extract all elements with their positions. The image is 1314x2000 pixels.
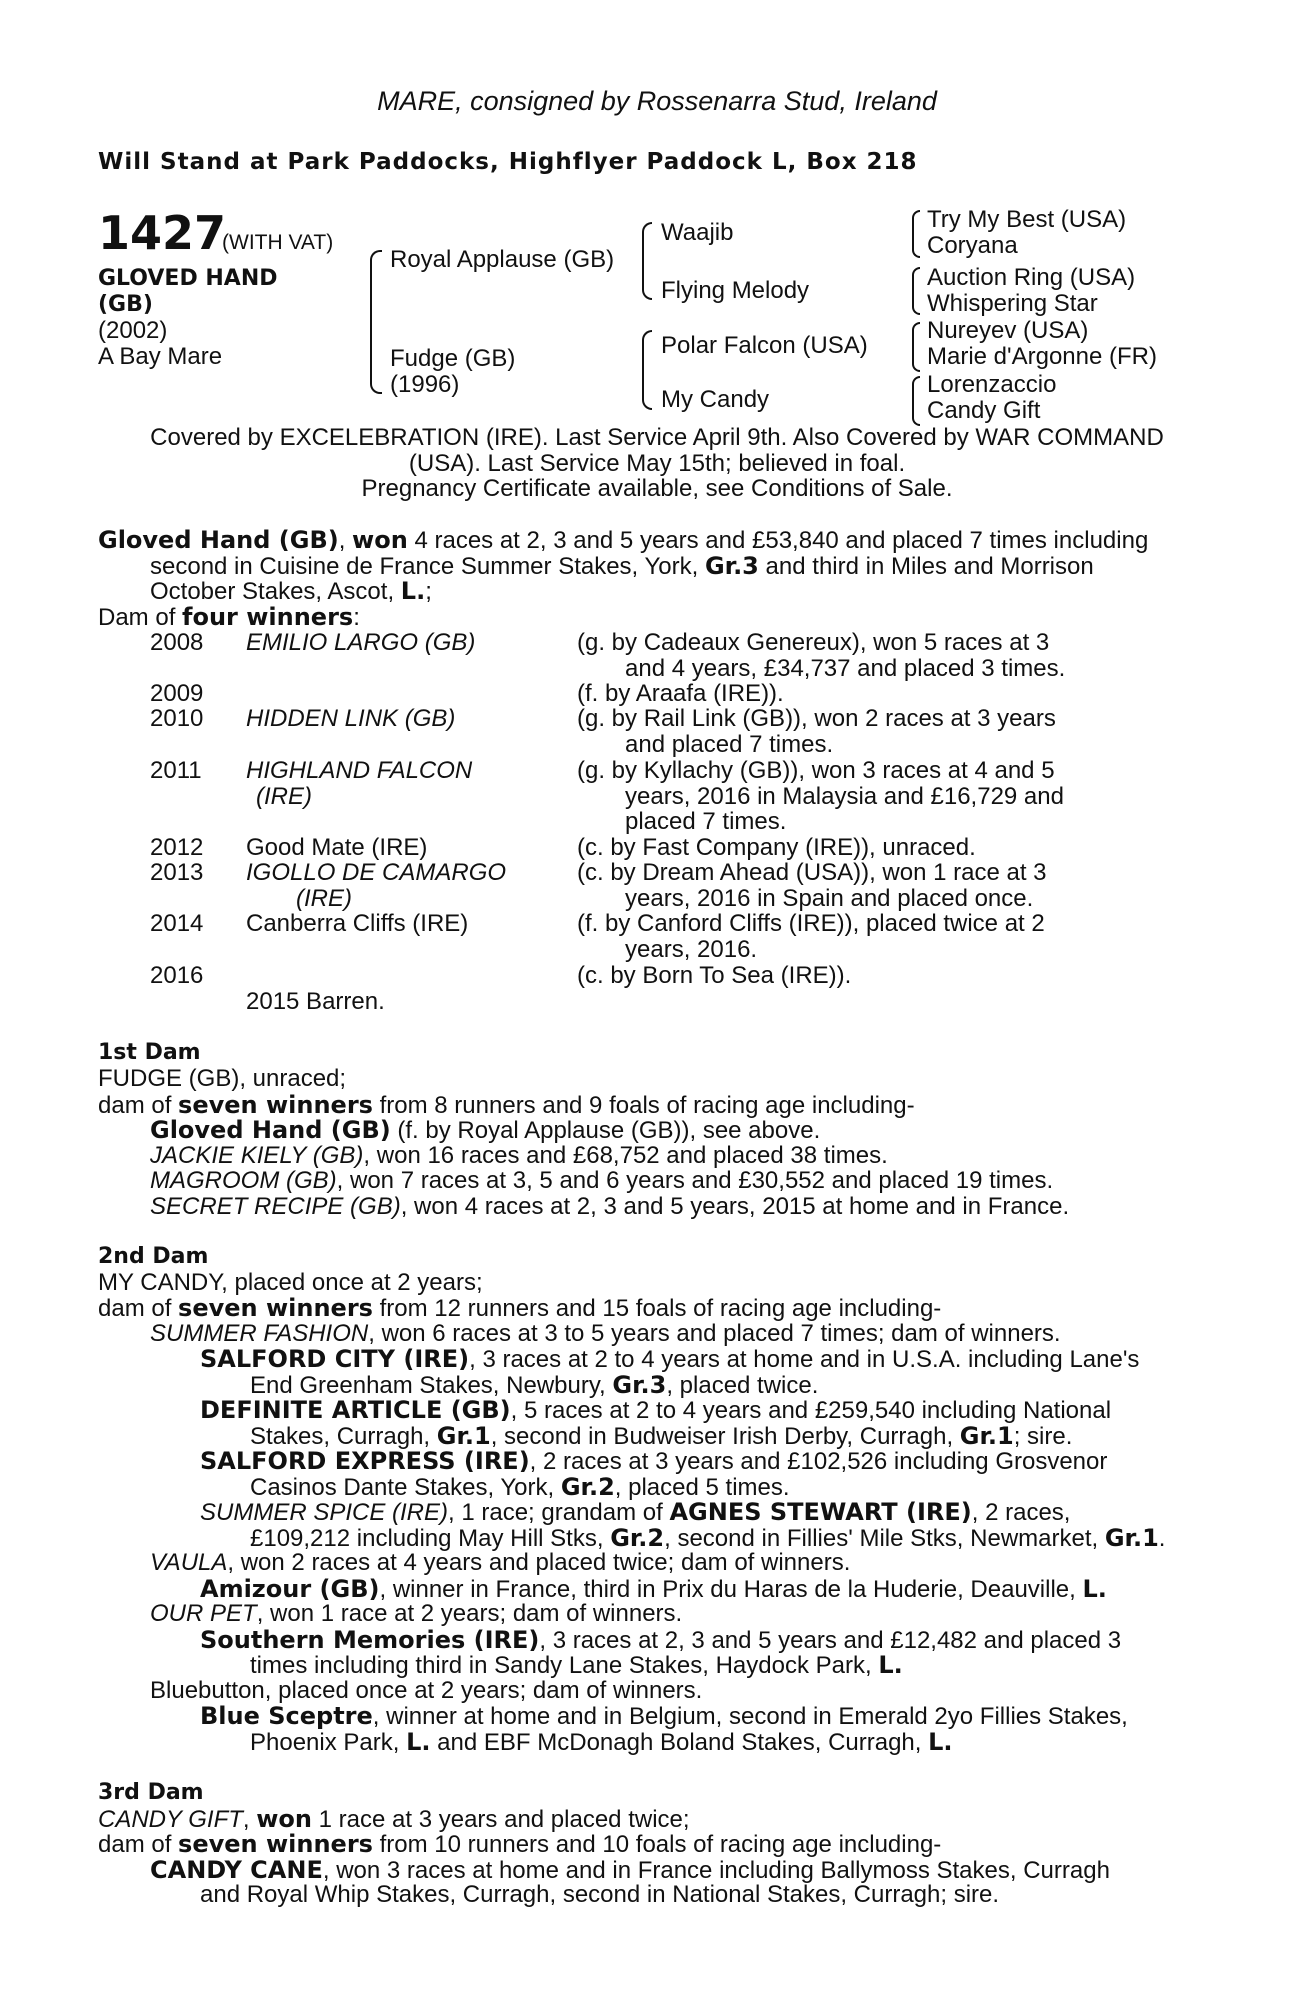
- produce-details: placed 7 times.: [625, 808, 787, 835]
- second-dam-entry: Casinos Dante Stakes, York, Gr.2, placed 5 times.: [250, 1473, 790, 1501]
- produce-name: EMILIO LARGO (GB): [246, 629, 476, 656]
- pedigree-brace-1: [370, 250, 382, 394]
- pedigree-brace-5: [912, 267, 920, 315]
- second-dam-line: dam of seven winners from 12 runners and 15 foals of racing age including-: [98, 1294, 942, 1322]
- first-dam-line: FUDGE (GB), unraced;: [98, 1065, 347, 1092]
- produce-details: (f. by Araafa (IRE)).: [577, 680, 784, 707]
- produce-name: HIGHLAND FALCON: [246, 757, 473, 784]
- second-dam-entry: SUMMER SPICE (IRE), 1 race; grandam of AGNES STEWART (IRE), 2 races,: [200, 1498, 1071, 1526]
- produce-year: 2008: [150, 629, 204, 656]
- produce-details: (g. by Cadeaux Genereux), won 5 races at 3: [577, 629, 1050, 656]
- produce-year: 2010: [150, 705, 204, 732]
- second-dam-entry: Amizour (GB), winner in France, third in Prix du Haras de la Huderie, Deauville, L.: [200, 1575, 1107, 1603]
- produce-name: (IRE): [296, 885, 352, 912]
- covered-line-3: Pregnancy Certificate available, see Conditions of Sale.: [361, 475, 953, 502]
- lot-number: 1427: [98, 206, 227, 260]
- pedigree-brace-7: [912, 376, 920, 426]
- second-dam-entry: SALFORD CITY (IRE), 3 races at 2 to 4 years at home and in U.S.A. including Lane's: [200, 1345, 1140, 1373]
- covered-line-2: (USA). Last Service May 15th; believed in foal.: [408, 450, 906, 477]
- pedigree-g8: Candy Gift: [927, 397, 1041, 424]
- third-dam-line: CANDY GIFT, won 1 race at 3 years and placed twice;: [98, 1805, 690, 1833]
- vat-note: (WITH VAT): [222, 231, 334, 254]
- third-dam-entry: CANDY CANE, won 3 races at home and in France including Ballymoss Stakes, Curragh: [150, 1856, 1110, 1884]
- second-dam-entry: VAULA, won 2 races at 4 years and placed twice; dam of winners.: [150, 1549, 851, 1576]
- second-dam-entry: times including third in Sandy Lane Stakes, Haydock Park, L.: [250, 1651, 903, 1679]
- dam-of-line: Dam of four winners:: [98, 603, 360, 631]
- covered-line-1: Covered by EXCELEBRATION (IRE). Last Service April 9th. Also Covered by WAR COMMAND: [150, 424, 1164, 451]
- summary-line-2: second in Cuisine de France Summer Stakes, York, Gr.3 and third in Miles and Morrison: [150, 552, 1094, 580]
- produce-year: 2011: [150, 757, 202, 784]
- pedigree-g2: Coryana: [927, 232, 1018, 259]
- horse-year: (2002): [98, 317, 168, 344]
- pedigree-sire-sire: Waajib: [661, 219, 734, 246]
- second-dam-entry: Stakes, Curragh, Gr.1, second in Budweiser Irish Derby, Curragh, Gr.1; sire.: [250, 1422, 1073, 1450]
- pedigree-brace-6: [912, 322, 920, 372]
- produce-name: HIDDEN LINK (GB): [246, 705, 456, 732]
- pedigree-g5: Nureyev (USA): [927, 317, 1089, 344]
- produce-details: (c. by Fast Company (IRE)), unraced.: [577, 834, 976, 861]
- third-dam-heading: 3rd Dam: [98, 1780, 204, 1805]
- produce-year: 2009: [150, 680, 204, 707]
- third-dam-entry: and Royal Whip Stakes, Curragh, second in National Stakes, Curragh; sire.: [200, 1881, 1000, 1908]
- produce-details: years, 2016 in Malaysia and £16,729 and: [625, 783, 1064, 810]
- pedigree-g4: Whispering Star: [927, 290, 1098, 317]
- second-dam-entry: Bluebutton, placed once at 2 years; dam of winners.: [150, 1677, 703, 1704]
- page-title: MARE, consigned by Rossenarra Stud, Ireland: [377, 86, 937, 116]
- pedigree-brace-4: [912, 210, 920, 258]
- pedigree-brace-2: [642, 222, 652, 300]
- pedigree-dam: Fudge (GB): [390, 345, 516, 372]
- produce-details: (g. by Rail Link (GB)), won 2 races at 3 years: [577, 705, 1056, 732]
- third-dam-line: dam of seven winners from 10 runners and 10 foals of racing age including-: [98, 1830, 942, 1858]
- second-dam-line: MY CANDY, placed once at 2 years;: [98, 1269, 483, 1296]
- second-dam-entry: End Greenham Stakes, Newbury, Gr.3, placed twice.: [250, 1371, 819, 1399]
- produce-details: (f. by Canford Cliffs (IRE)), placed twice at 2: [577, 910, 1045, 937]
- horse-description: A Bay Mare: [98, 343, 223, 370]
- produce-name: IGOLLO DE CAMARGO: [246, 859, 507, 886]
- pedigree-brace-3: [642, 330, 652, 410]
- second-dam-entry: Blue Sceptre, winner at home and in Belgium, second in Emerald 2yo Fillies Stakes,: [200, 1702, 1128, 1730]
- produce-year: 2016: [150, 962, 204, 989]
- pedigree-g1: Try My Best (USA): [927, 206, 1127, 233]
- second-dam-entry: Phoenix Park, L. and EBF McDonagh Boland Stakes, Curragh, L.: [250, 1728, 953, 1756]
- pedigree-g3: Auction Ring (USA): [927, 264, 1136, 291]
- first-dam-entry: JACKIE KIELY (GB), won 16 races and £68,752 and placed 38 times.: [150, 1142, 888, 1169]
- summary-line-1: Gloved Hand (GB), won 4 races at 2, 3 and 5 years and £53,840 and placed 7 times including: [98, 526, 1149, 554]
- produce-year: 2014: [150, 910, 204, 937]
- produce-details: years, 2016 in Spain and placed once.: [625, 885, 1034, 912]
- produce-name: (IRE): [256, 783, 312, 810]
- produce-details: and 4 years, £34,737 and placed 3 times.: [625, 655, 1066, 682]
- horse-name: GLOVED HAND: [98, 266, 278, 291]
- produce-name: Good Mate (IRE): [246, 834, 428, 861]
- pedigree-sire: Royal Applause (GB): [390, 246, 615, 273]
- produce-details: years, 2016.: [625, 936, 758, 963]
- summary-line-3: October Stakes, Ascot, L.;: [150, 577, 432, 605]
- second-dam-entry: Southern Memories (IRE), 3 races at 2, 3 and 5 years and £12,482 and placed 3: [200, 1626, 1122, 1654]
- produce-year: 2013: [150, 859, 204, 886]
- summary-horse-name: Gloved Hand (GB): [98, 526, 339, 554]
- second-dam-entry: OUR PET, won 1 race at 2 years; dam of winners.: [150, 1600, 683, 1627]
- second-dam-entry: SUMMER FASHION, won 6 races at 3 to 5 years and placed 7 times; dam of winners.: [150, 1320, 1061, 1347]
- pedigree-dam-year: (1996): [390, 371, 460, 398]
- horse-name-country: (GB): [98, 292, 153, 317]
- pedigree-dam-dam: My Candy: [661, 386, 770, 413]
- first-dam-entry: SECRET RECIPE (GB), won 4 races at 2, 3 and 5 years, 2015 at home and in France.: [150, 1193, 1070, 1220]
- pedigree-g7: Lorenzaccio: [927, 371, 1057, 398]
- first-dam-entry: MAGROOM (GB), won 7 races at 3, 5 and 6 years and £30,552 and placed 19 times.: [150, 1167, 1054, 1194]
- second-dam-entry: SALFORD EXPRESS (IRE), 2 races at 3 years and £102,526 including Grosvenor: [200, 1447, 1108, 1475]
- produce-details: and placed 7 times.: [625, 731, 834, 758]
- first-dam-heading: 1st Dam: [98, 1040, 201, 1065]
- pedigree-sire-dam: Flying Melody: [661, 277, 810, 304]
- pedigree-dam-sire: Polar Falcon (USA): [661, 332, 868, 359]
- second-dam-entry: DEFINITE ARTICLE (GB), 5 races at 2 to 4 years and £259,540 including National: [200, 1396, 1112, 1424]
- second-dam-heading: 2nd Dam: [98, 1244, 209, 1269]
- second-dam-entry: £109,212 including May Hill Stks, Gr.2, second in Fillies' Mile Stks, Newmarket, Gr.1.: [250, 1524, 1166, 1552]
- first-dam-entry: Gloved Hand (GB) (f. by Royal Applause (GB)), see above.: [150, 1116, 821, 1144]
- produce-details: (c. by Born To Sea (IRE)).: [577, 962, 852, 989]
- produce-name: Canberra Cliffs (IRE): [246, 910, 469, 937]
- pedigree-g6: Marie d'Argonne (FR): [927, 343, 1157, 370]
- barren-note: 2015 Barren.: [246, 988, 385, 1015]
- first-dam-line: dam of seven winners from 8 runners and 9 foals of racing age including-: [98, 1091, 915, 1119]
- produce-year: 2012: [150, 834, 204, 861]
- produce-details: (g. by Kyllachy (GB)), won 3 races at 4 and 5: [577, 757, 1055, 784]
- produce-details: (c. by Dream Ahead (USA)), won 1 race at 3: [577, 859, 1047, 886]
- stall-location: Will Stand at Park Paddocks, Highflyer Paddock L, Box 218: [98, 149, 918, 175]
